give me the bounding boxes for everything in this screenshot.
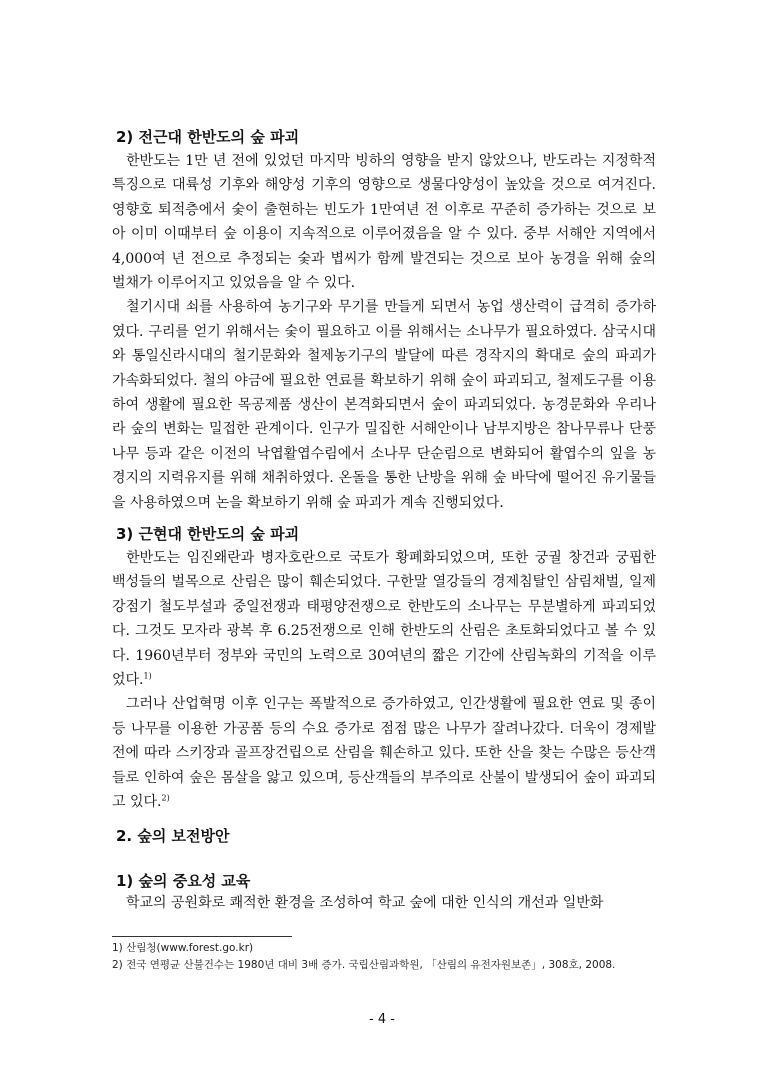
section-heading-premodern: 2) 전근대 한반도의 숲 파괴	[116, 128, 300, 146]
paragraph	[112, 546, 656, 692]
footnote-ref: 2)	[161, 793, 170, 803]
paragraph	[112, 692, 656, 814]
paragraph-text: 한반도는 임진왜란과 병자호란으로 국토가 황폐화되었으며, 또한 궁궐 창건과 궁핍한 백성들의 벌목으로 산림은 많이 훼손되었다. 구한말 열강들의 경제침탈인 삼림채벌, 일제강점기 철도부설과 중일전쟁과 태평양전쟁으로 한반도의 소나무는 무분별하게 파괴되었다. 그것도 모자라 광복 후 6.25전쟁으로 인해 한반도의 산림은 초토화되었다고 볼 수 있다. 1960년부터 정부와 국민의 노력으로 30여년의 짧은 기간에 산림녹화의 기적을 이루었다.	[112, 550, 656, 689]
footnotes	[112, 940, 672, 974]
footnote-divider	[112, 936, 292, 937]
paragraph: 철기시대 쇠를 사용하여 농기구와 무기를 만들게 되면서 농업 생산력이 급격히 증가하였다. 구리를 얻기 위해서는 숯이 필요하고 이를 위해서는 소나무가 필요하였다. 삼국시대와 통일신라시대의 철기문화와 철제농기구의 발달에 따른 경작지의 확대로 숲의 파괴가 가속화되었다. 철의 야금에 필요한 연료를 확보하기 위해 숲이 파괴되고, 철제도구를 이용하여 생활에 필요한 목공제품 생산이 본격화되면서 숲이 파괴되었다. 농경문화와 우리나라 숲의 변화는 밀접한 관계이다. 인구가 밀집한 서해안이나 남부지방은 참나무류나 단풍나무 등과 같은 이전의 낙엽활엽수림에서 소나무 단순림으로 변화되어 활엽수의 잎을 농경지의 지력유지를 위해 채취하였다. 온돌을 통한 난방을 위해 숲 바닥에 떨어진 유기물들을 사용하였으며 논을 확보하기 위해 숲 파괴가 계속 진행되었다.	[112, 299, 656, 511]
page-number: - 4 -	[369, 1012, 395, 1027]
section-heading-modern: 3) 근현대 한반도의 숲 파괴	[116, 525, 300, 543]
footnote-1: 1) 산림청(www.forest.go.kr)	[112, 942, 254, 954]
footnote-ref: 1)	[143, 671, 152, 681]
paragraph-text: 그러나 산업혁명 이후 인구는 폭발적으로 증가하였고, 인간생활에 필요한 연료 및 종이 등 나무를 이용한 가공품 등의 수요 증가로 점점 많은 나무가 잘려나갔다. 더욱이 경제발전에 따라 스키장과 골프장건립으로 산림을 훼손하고 있다. 또한 산을 찾는 수많은 등산객들로 인하여 숲은 몸살을 앓고 있으며, 등산객들의 부주의로 산불이 발생되어 숲이 파괴되고 있다.	[112, 696, 656, 811]
section-body-modern	[112, 546, 656, 814]
paragraph: 학교의 공원화로 쾌적한 환경을 조성하여 학교 숲에 대한 인식의 개선과 일반화	[126, 895, 604, 911]
section-heading-importance: 1) 숲의 중요성 교육	[116, 872, 251, 890]
footnote-2: 2) 전국 연평균 산불건수는 1980년 대비 3배 증가. 국립산림과학원, 「산림의 유전자원보존」, 308호, 2008.	[112, 959, 616, 971]
section-body-importance	[112, 891, 656, 915]
chapter-heading-conservation: 2. 숲의 보전방안	[116, 827, 230, 845]
section-body-premodern	[112, 149, 656, 515]
paragraph: 한반도는 1만 년 전에 있었던 마지막 빙하의 영향을 받지 않았으나, 반도라는 지정학적 특징으로 대륙성 기후와 해양성 기후의 영향으로 생물다양성이 높았을 것으로 여겨진다. 영향호 퇴적층에서 숯이 출현하는 빈도가 1만여년 전 이후로 꾸준히 증가하는 것으로 보아 이미 이때부터 숲 이용이 지속적으로 이루어졌음을 알 수 있다. 중부 서해안 지역에서 4,000여 년 전으로 추정되는 숯과 볍씨가 함께 발견되는 것으로 보아 농경을 위해 숲의 벌채가 이루어지고 있었음을 알 수 있다.	[112, 153, 656, 292]
